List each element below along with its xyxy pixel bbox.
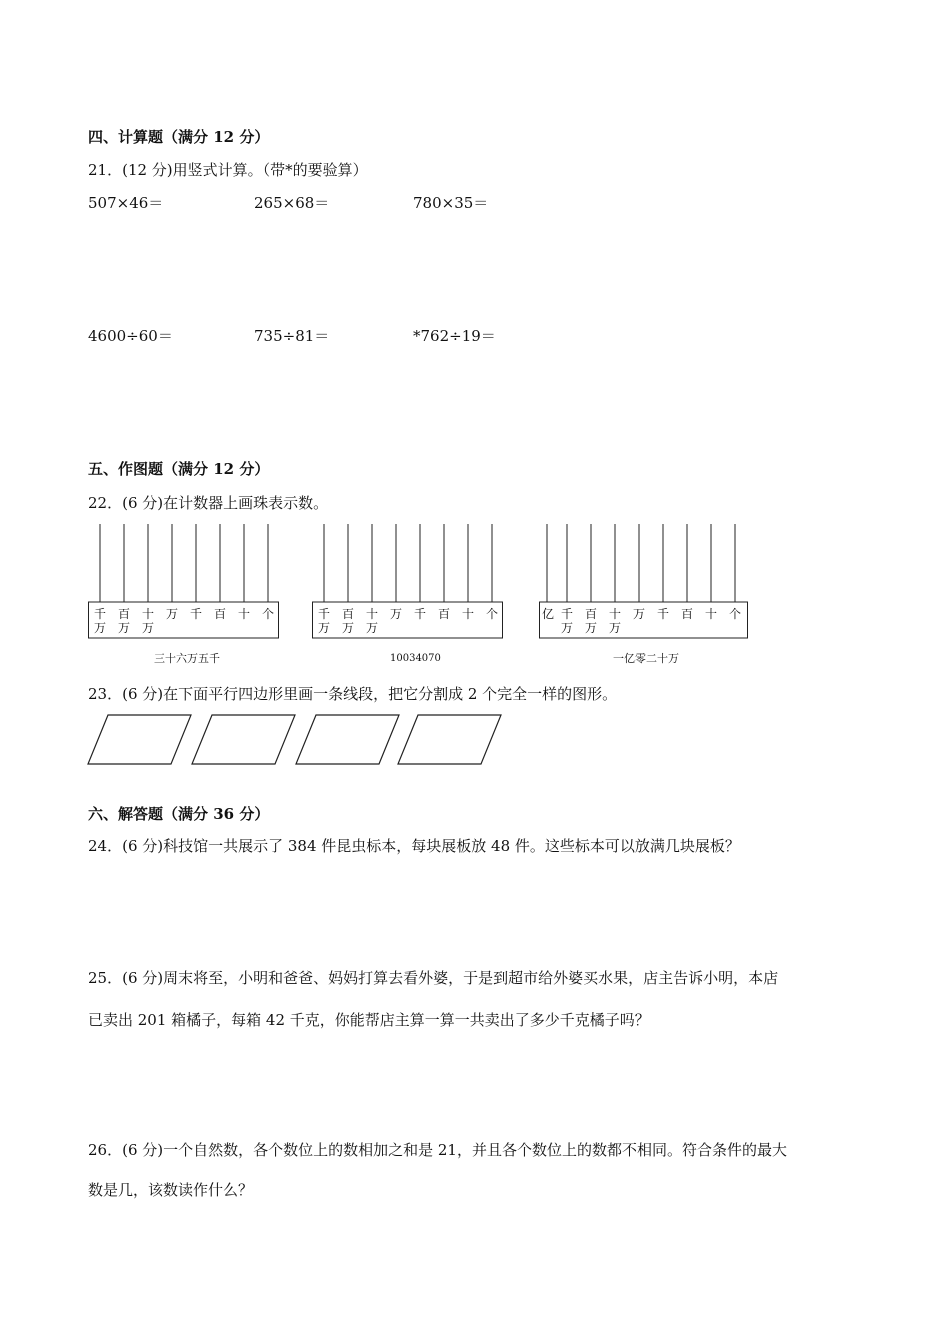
calc-1: 507×46＝ bbox=[88, 194, 164, 212]
question-26-line-1: 26．(6 分)一个自然数，各个数位上的数相加之和是 21，并且各个数位上的数都不相同。符合条件的最大 bbox=[88, 1141, 787, 1159]
place-label: 个 bbox=[486, 607, 499, 621]
place-label: 十 bbox=[238, 607, 251, 621]
place-label-unit: 万 bbox=[561, 621, 574, 635]
place-label-unit: 万 bbox=[142, 621, 155, 635]
place-label-unit: 万 bbox=[342, 621, 355, 635]
place-label-unit: 万 bbox=[318, 621, 331, 635]
question-26-line-2: 数是几，该数读作什么？ bbox=[88, 1181, 254, 1199]
parallelogram-1 bbox=[88, 715, 191, 764]
parallelogram-3 bbox=[296, 715, 399, 764]
place-label: 十 bbox=[609, 607, 622, 621]
section-4-title: 四、计算题（满分 12 分） bbox=[88, 128, 270, 146]
abacus-3 bbox=[539, 522, 749, 672]
place-label: 百 bbox=[214, 607, 227, 621]
calc-2: 265×68＝ bbox=[254, 194, 330, 212]
place-label: 万 bbox=[633, 607, 646, 621]
question-24: 24．(6 分)科技馆一共展示了 384 件昆虫标本，每块展板放 48 件。这些标本可以放满几块展板？ bbox=[88, 837, 740, 855]
calc-5: 735÷81＝ bbox=[254, 327, 330, 345]
question-25-line-2: 已卖出 201 箱橘子，每箱 42 千克，你能帮店主算一算一共卖出了多少千克橘子吗？ bbox=[88, 1011, 650, 1029]
place-label-unit: 万 bbox=[609, 621, 622, 635]
question-25-line-1: 25．(6 分)周末将至，小明和爸爸、妈妈打算去看外婆，于是到超市给外婆买水果，店主告诉小明，本店 bbox=[88, 969, 779, 987]
question-23: 23．(6 分)在下面平行四边形里画一条线段，把它分割成 2 个完全一样的图形。 bbox=[88, 685, 618, 703]
abacus-1 bbox=[88, 522, 280, 672]
section-5-title: 五、作图题（满分 12 分） bbox=[88, 460, 270, 478]
place-label: 个 bbox=[262, 607, 275, 621]
section-6-title: 六、解答题（满分 36 分） bbox=[88, 805, 270, 823]
place-label: 万 bbox=[390, 607, 403, 621]
abacus-1-caption: 三十六万五千 bbox=[154, 652, 220, 665]
place-label: 万 bbox=[166, 607, 179, 621]
place-label: 百 bbox=[118, 607, 131, 621]
place-label: 千 bbox=[414, 607, 427, 621]
place-label: 个 bbox=[729, 607, 742, 621]
parallelograms bbox=[86, 712, 506, 768]
parallelogram-2 bbox=[192, 715, 295, 764]
place-label: 十 bbox=[462, 607, 475, 621]
place-label: 千 bbox=[190, 607, 203, 621]
place-label: 千 bbox=[561, 607, 574, 621]
place-label: 千 bbox=[94, 607, 107, 621]
calc-6: *762÷19＝ bbox=[413, 327, 496, 345]
abacus-2 bbox=[312, 522, 504, 672]
calc-4: 4600÷60＝ bbox=[88, 327, 173, 345]
abacus-2-caption: 10034070 bbox=[390, 653, 441, 664]
place-label: 百 bbox=[585, 607, 598, 621]
place-label: 百 bbox=[681, 607, 694, 621]
place-label: 百 bbox=[342, 607, 355, 621]
place-label-unit: 万 bbox=[366, 621, 379, 635]
abacus-3-caption: 一亿零二十万 bbox=[613, 652, 679, 665]
place-label: 千 bbox=[318, 607, 331, 621]
place-label: 亿 bbox=[542, 607, 555, 621]
question-21: 21．(12 分)用竖式计算。（带*的要验算） bbox=[88, 161, 368, 179]
question-22: 22．(6 分)在计数器上画珠表示数。 bbox=[88, 494, 329, 512]
place-label: 十 bbox=[142, 607, 155, 621]
calc-3: 780×35＝ bbox=[413, 194, 489, 212]
place-label-unit: 万 bbox=[118, 621, 131, 635]
place-label: 十 bbox=[705, 607, 718, 621]
parallelogram-4 bbox=[398, 715, 501, 764]
place-label: 千 bbox=[657, 607, 670, 621]
place-label-unit: 万 bbox=[585, 621, 598, 635]
place-label: 百 bbox=[438, 607, 451, 621]
place-label-unit: 万 bbox=[94, 621, 107, 635]
place-label: 十 bbox=[366, 607, 379, 621]
